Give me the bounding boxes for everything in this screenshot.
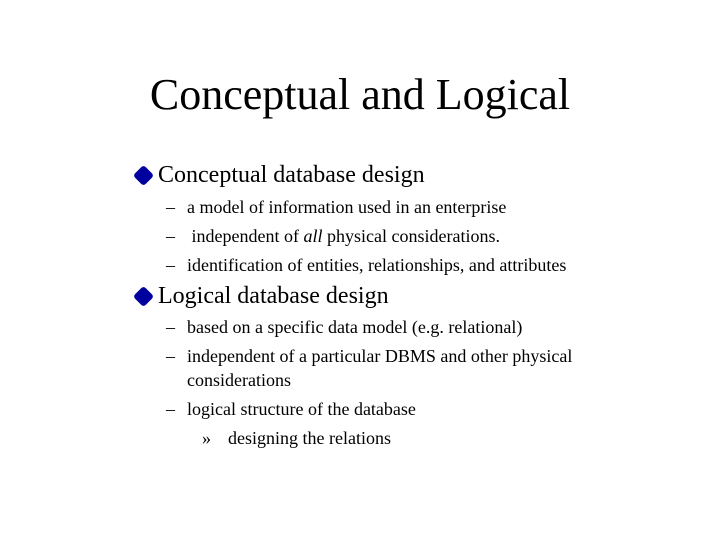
- subitem: [166, 224, 500, 248]
- subitem-text: independent of all physical considerations.: [187, 226, 500, 246]
- subsubitem: [202, 426, 391, 450]
- slide-title: Conceptual and Logical: [149, 70, 571, 119]
- subitem: [166, 315, 522, 339]
- subitem: [166, 253, 566, 277]
- subitem-text: based on a specific data model (e.g. relational): [187, 317, 523, 337]
- raquo-marker: »: [202, 428, 211, 448]
- dash-marker: –: [166, 399, 175, 419]
- subitem-text: identification of entities, relationships, and attributes: [187, 255, 567, 275]
- subitem-text: a model of information used in an enterprise: [187, 197, 507, 217]
- subitem-continuation: considerations: [187, 370, 291, 390]
- subitem: [166, 397, 416, 421]
- diamond-bullet-icon: [133, 164, 154, 185]
- dash-marker: –: [166, 197, 175, 217]
- dash-marker: –: [166, 226, 175, 246]
- bullet-conceptual: [131, 160, 425, 190]
- subitem-text: logical structure of the database: [187, 399, 416, 419]
- bullet-logical: [131, 281, 389, 311]
- subitem: [166, 344, 572, 368]
- diamond-bullet-icon: [133, 285, 154, 306]
- subsubitem-text: designing the relations: [228, 428, 391, 448]
- dash-marker: –: [166, 317, 175, 337]
- subitem: [166, 195, 506, 219]
- bullet-text: Conceptual database design: [158, 162, 425, 188]
- emphasis-text: all: [303, 226, 323, 246]
- dash-marker: –: [166, 346, 175, 366]
- dash-marker: –: [166, 255, 175, 275]
- bullet-text: Logical database design: [158, 283, 389, 309]
- subitem-text: independent of a particular DBMS and other physical: [187, 346, 573, 366]
